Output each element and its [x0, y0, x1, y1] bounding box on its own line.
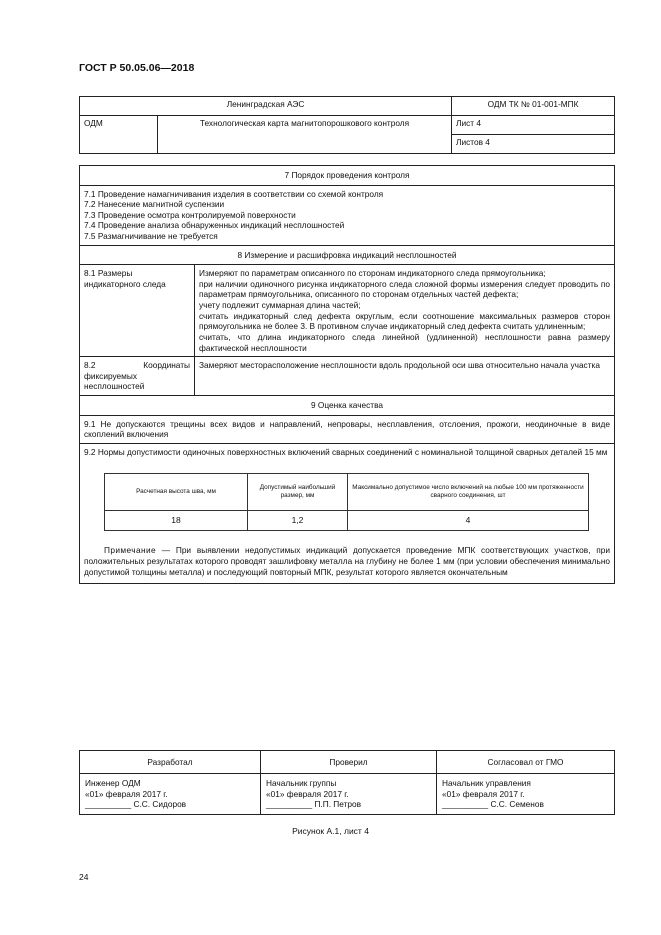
title-block-table — [79, 96, 615, 154]
figure-caption: Рисунок А.1, лист 4 — [292, 826, 369, 836]
paragraph: при наличии одиночного рисунка индикаторного следа сложной формы измерения следует проводить по параметрам прямоугольника, описанного по сторонам отдельных частей дефекта; — [199, 278, 611, 300]
note-text: — При выявлении недопустимых индикаций допускается проведение МПК соответствующих участков, при положительных результатах которого проводят зашлифовку металла на глубину не более 1 мм (при условии обеспечения минимально допустимой толщины металла) и последующий повторный МПК, результат которого является окончательным — [84, 545, 611, 577]
organization-name: Ленинградская АЭС — [80, 97, 452, 116]
signer-line — [85, 799, 255, 810]
signature-table — [79, 750, 615, 815]
page-number: 24 — [79, 872, 89, 882]
signature-header: Разработал — [80, 751, 261, 774]
section-8-1-text — [195, 265, 615, 357]
signature-cell-developed — [80, 774, 261, 815]
signature-header: Согласовал от ГМО — [437, 751, 615, 774]
sign-date: «01» февраля 2017 г. — [266, 788, 349, 799]
list-item: 7.2 Нанесение магнитной суспензии — [84, 199, 225, 210]
section-9-2-cell — [80, 443, 615, 583]
column-header: Расчетная высота шва, мм — [105, 474, 248, 511]
signature-blank: __________ — [85, 799, 132, 810]
list-item: 7.1 Проведение намагничивания изделия в соответствии со схемой контроля — [84, 188, 384, 199]
signature-cell-approved — [437, 774, 615, 815]
signature-cell-checked — [261, 774, 437, 815]
column-header: Допустимый наибольший размер, мм — [248, 474, 348, 511]
signer-name: С.С. Сидоров — [133, 799, 187, 810]
table-cell: 1,2 — [248, 511, 348, 531]
inclusion-limits-table — [104, 473, 589, 531]
signer-position: Начальник группы — [266, 778, 337, 788]
section-8-2-label: 8.2 Координаты фиксируемых несплошностей — [80, 357, 195, 396]
section-9-1-text: 9.1 Не допускаются трещины всех видов и направлений, непровары, несплавления, отслоения, прожоги, неодиночные в виде скоплений включения — [80, 415, 615, 443]
note — [84, 545, 610, 577]
section-9-title: 9 Оценка качества — [80, 395, 615, 415]
signer-name: П.П. Петров — [314, 799, 362, 810]
signer-line — [442, 799, 609, 810]
table-cell: 18 — [105, 511, 248, 531]
card-name: Технологическая карта магнитопорошкового контроля — [158, 116, 452, 154]
paragraph: считать индикаторный след дефекта округлым, если соотношение максимальных размеров сторон прямоугольника не более 3. В противном случае индикаторный след дефекта считать удлиненным; — [199, 310, 611, 332]
signer-line — [266, 799, 431, 810]
list-item: 7.4 Проведение анализа обнаруженных индикаций несплошностей — [84, 220, 345, 231]
sign-date: «01» февраля 2017 г. — [442, 788, 525, 799]
paragraph: учету подлежит суммарная длина частей; — [199, 300, 361, 311]
signer-name: С.С. Семенов — [490, 799, 544, 810]
column-header: Максимально допустимое число включений на любые 100 мм протяженности сварного соединения, шт — [348, 474, 589, 511]
signature-blank: __________ — [266, 799, 313, 810]
list-item: 7.3 Проведение осмотра контролируемой поверхности — [84, 209, 296, 220]
paragraph: Измеряют по параметрам описанного по сторонам индикаторного следа прямоугольника; — [199, 268, 546, 279]
signer-position: Инженер ОДМ — [85, 778, 141, 788]
section-8-2-text: Замеряют месторасположение несплошности вдоль продольной оси шва относительно начала участка — [195, 357, 615, 396]
signature-header: Проверил — [261, 751, 437, 774]
table-cell: 4 — [348, 511, 589, 531]
section-7-list — [80, 185, 615, 245]
section-8-1-label: 8.1 Размеры индикаторного следа — [80, 265, 195, 357]
section-7-title: 7 Порядок проведения контроля — [80, 166, 615, 186]
method-code: ОДМ — [80, 116, 158, 154]
section-8-title: 8 Измерение и расшифровка индикаций несплошностей — [80, 245, 615, 265]
document-code: ОДМ ТК № 01-001-МПК — [452, 97, 615, 116]
paragraph: считать, что длина индикаторного следа линейной (удлиненной) несплошности равна размеру фактической несплошности — [199, 331, 611, 353]
signature-blank: __________ — [442, 799, 489, 810]
sheet-number: Лист 4 — [452, 116, 615, 135]
note-label: Примечание — [104, 545, 157, 556]
procedure-table — [79, 165, 615, 584]
sign-date: «01» февраля 2017 г. — [85, 788, 168, 799]
document-standard-title: ГОСТ Р 50.05.06—2018 — [79, 62, 195, 74]
signer-position: Начальник управления — [442, 778, 531, 788]
sheets-total: Листов 4 — [452, 135, 615, 154]
section-9-2-text: 9.2 Нормы допустимости одиночных поверхностных включений сварных соединений с номинальной толщиной сварных деталей 15 мм — [84, 446, 608, 457]
list-item: 7.5 Размагничивание не требуется — [84, 231, 218, 242]
